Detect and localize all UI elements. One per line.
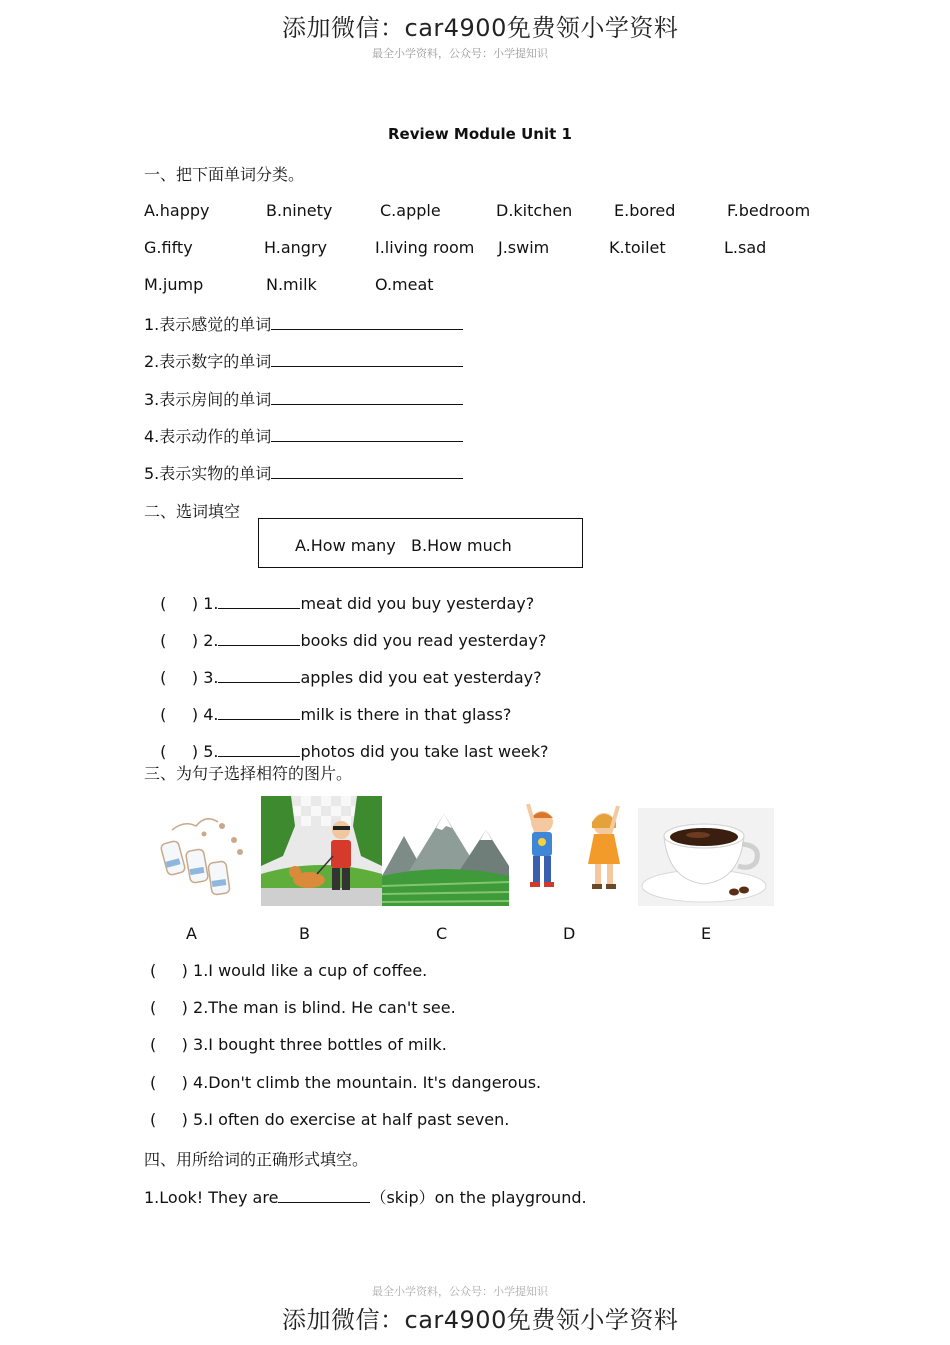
answer-bracket[interactable]: ( ) [160, 705, 199, 724]
item-text: 2.The man is blind. He can't see. [193, 998, 456, 1017]
section2-heading: 二、选词填空 [144, 502, 241, 521]
item-number: 2. [203, 631, 219, 650]
category-label: 1.表示感觉的单词 [144, 315, 272, 334]
item-text: apples did you eat yesterday? [300, 668, 542, 687]
milk-bottles-picture [144, 800, 261, 906]
category-label: 3.表示房间的单词 [144, 390, 272, 409]
word-item: O.meat [375, 275, 434, 294]
word-item: G.fifty [144, 238, 193, 257]
category-question [144, 349, 463, 372]
section4-item-1 [144, 1185, 587, 1208]
answer-bracket[interactable]: ( ) [150, 961, 188, 980]
picture-label: D [563, 924, 576, 943]
word-item: J.swim [498, 238, 550, 257]
picture-label: A [186, 924, 197, 943]
options-text: A.How many B.How much [295, 536, 512, 555]
fill-item-5 [150, 723, 549, 761]
bottom-faint-note: 最全小学资料，公众号：小学提知识 [372, 1285, 548, 1298]
word-item: M.jump [144, 275, 204, 294]
coffee-cup-picture [638, 808, 774, 906]
answer-bracket[interactable]: ( ) [150, 1073, 188, 1092]
word-item: D.kitchen [496, 201, 573, 220]
answer-blank[interactable] [218, 742, 300, 757]
answer-blank[interactable] [218, 668, 300, 683]
item-number: 4. [203, 705, 219, 724]
page-title: Review Module Unit 1 [388, 125, 572, 143]
item-text: meat did you buy yesterday? [300, 594, 535, 613]
match-item-4 [150, 1073, 541, 1092]
item-text: 5.I often do exercise at half past seven. [193, 1110, 510, 1129]
word-item: A.happy [144, 201, 210, 220]
answer-blank[interactable] [271, 390, 463, 405]
mountains-picture [382, 806, 509, 906]
answer-blank[interactable] [218, 594, 300, 609]
item-suffix: （skip）on the playground. [370, 1188, 587, 1207]
section3-heading: 三、为句子选择相符的图片。 [144, 764, 353, 783]
match-item-3 [150, 1035, 447, 1054]
answer-bracket[interactable]: ( ) [150, 1035, 188, 1054]
picture-label: C [436, 924, 448, 943]
item-text: photos did you take last week? [300, 742, 549, 761]
answer-bracket[interactable]: ( ) [160, 631, 199, 650]
item-number: 5. [203, 742, 219, 761]
word-item: I.living room [375, 238, 475, 257]
picture-label: B [299, 924, 310, 943]
answer-bracket[interactable]: ( ) [160, 668, 199, 687]
word-item: N.milk [266, 275, 317, 294]
picture-label: E [701, 924, 712, 943]
category-question [144, 387, 463, 410]
section1-heading: 一、把下面单词分类。 [144, 165, 305, 184]
item-prefix: 1.Look! They are [144, 1188, 279, 1207]
word-item: H.angry [264, 238, 327, 257]
category-question [144, 424, 463, 447]
fill-item-3 [150, 649, 542, 687]
section4-heading: 四、用所给词的正确形式填空。 [144, 1150, 369, 1169]
category-question [144, 461, 463, 484]
item-text: 1.I would like a cup of coffee. [193, 961, 428, 980]
answer-bracket[interactable]: ( ) [160, 742, 199, 761]
item-number: 1. [203, 594, 219, 613]
item-text: 4.Don't climb the mountain. It's dangerous. [193, 1073, 542, 1092]
category-label: 2.表示数字的单词 [144, 352, 272, 371]
word-item: C.apple [380, 201, 441, 220]
answer-blank[interactable] [271, 427, 463, 442]
answer-blank[interactable] [218, 631, 300, 646]
top-banner: 添加微信：car4900免费领小学资料 [282, 14, 679, 42]
top-faint-note: 最全小学资料，公众号：小学提知识 [372, 47, 548, 60]
word-item: K.toilet [609, 238, 666, 257]
item-text: 3.I bought three bottles of milk. [193, 1035, 447, 1054]
match-item-1 [150, 961, 427, 980]
word-item: E.bored [614, 201, 676, 220]
answer-bracket[interactable]: ( ) [160, 594, 199, 613]
word-item: B.ninety [266, 201, 333, 220]
match-item-5 [150, 1110, 509, 1129]
bottom-banner: 添加微信：car4900免费领小学资料 [282, 1306, 679, 1334]
item-number: 3. [203, 668, 219, 687]
category-question [144, 312, 463, 335]
word-item: L.sad [724, 238, 767, 257]
match-item-2 [150, 998, 456, 1017]
word-item: F.bedroom [727, 201, 811, 220]
answer-blank[interactable] [218, 705, 300, 720]
fill-item-2 [150, 612, 546, 650]
answer-blank[interactable] [271, 315, 463, 330]
answer-blank[interactable] [278, 1188, 370, 1203]
fill-item-1 [150, 575, 534, 613]
answer-blank[interactable] [271, 464, 463, 479]
category-label: 5.表示实物的单词 [144, 464, 272, 483]
answer-bracket[interactable]: ( ) [150, 998, 188, 1017]
answer-blank[interactable] [271, 352, 463, 367]
item-text: books did you read yesterday? [300, 631, 547, 650]
item-text: milk is there in that glass? [300, 705, 512, 724]
fill-item-4 [150, 686, 511, 724]
answer-bracket[interactable]: ( ) [150, 1110, 188, 1129]
category-label: 4.表示动作的单词 [144, 427, 272, 446]
blind-man-picture [261, 796, 382, 906]
kids-exercise-picture [512, 798, 638, 898]
